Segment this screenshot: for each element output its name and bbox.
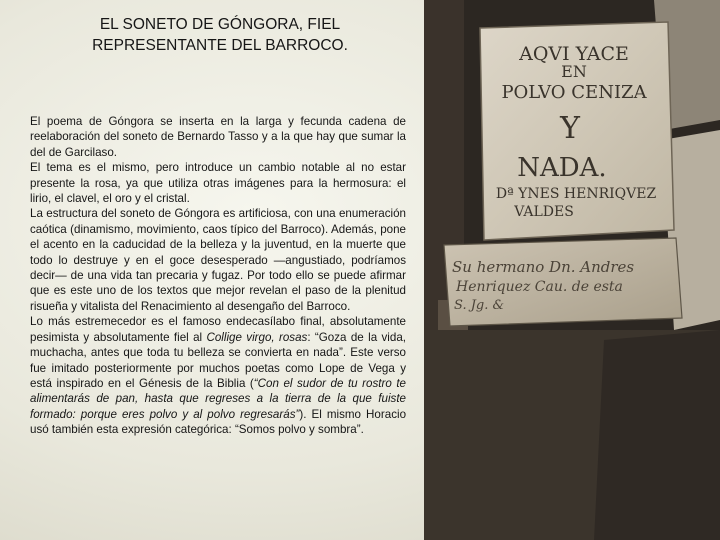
paragraph-3: La estructura del soneto de Góngora es artificiosa, con una enumeración caótica (dinamismo, movimiento, caos típico del Barroco). Además, pone el acento en la caducidad de la belleza y la juventud, en la muerte que todo lo destruye y en el goce desesperado —angustiado, podríamos decir— de una vida tan precaria y fugaz. Por todo ello se puede afirmar que es este uno de los textos que mejor revelan el paso de la plenitud risueña y vitalista del Renacimiento al desengaño del Barroco. [30, 207, 406, 313]
inscription-line-6: Dª YNES HENRIQVEZ [495, 186, 657, 202]
inscription-line-4: Y [560, 111, 580, 146]
latin-phrase: Collige virgo, rosas [206, 330, 308, 344]
body-text [30, 114, 406, 438]
tombstone-photo [424, 0, 720, 540]
lower-inscription-3: S. Jg. & [454, 298, 505, 313]
paragraph-4-part-a: Lo más estremecedor es el famoso endecasílabo final, absolutamente pesimista y absolutamente fiel al [30, 315, 406, 344]
paragraph-1: El poema de Góngora se inserta en la larga y fecunda cadena de reelaboración del soneto de Bernardo Tasso y a la que hay que sumar la del de Garcilaso. [30, 115, 406, 159]
lower-inscription-1: Su hermano Dn. Andres [452, 258, 635, 276]
bible-quote: “Con el sudor de tu rostro te alimentarás de pan, hasta que regreses a la tierra de la que fuiste formado: porque eres polvo y al polvo regresarás” [30, 376, 406, 421]
paragraph-4-part-b: : “Goza de la vida, muchacha, antes que toda tu belleza se convierta en nada”. Este verso fue imitado posteriormente por muchos poetas como Lope de Vega y está inspirado en el Génesis de la Biblia ( [30, 330, 406, 390]
tombstone-illustration [424, 0, 720, 540]
paragraph-4 [30, 314, 406, 437]
inscription-line-7: VALDES [514, 204, 574, 220]
paragraph-4-part-c: ). El mismo Horacio usó también esta expresión categórica: “Somos polvo y sombra”. [30, 407, 407, 437]
inscription-line-5: NADA. [517, 153, 607, 183]
inscription-line-1: AQVI YACE [519, 43, 629, 65]
title-line-2: REPRESENTANTE DEL BARROCO. [92, 37, 348, 54]
inscription-line-2: EN [561, 62, 587, 81]
lower-inscription-2: Henriquez Cau. de esta [456, 279, 623, 295]
page-title [28, 14, 412, 56]
title-line-1: EL SONETO DE GÓNGORA, FIEL [99, 16, 341, 33]
paragraph-2: El tema es el mismo, pero introduce un cambio notable al no estar presente la rosa, ya que utiliza otras imágenes para la hermosura: el lirio, el clavel, el oro y el cristal. [30, 161, 406, 206]
inscription-line-3: POLVO CENIZA [501, 82, 647, 103]
